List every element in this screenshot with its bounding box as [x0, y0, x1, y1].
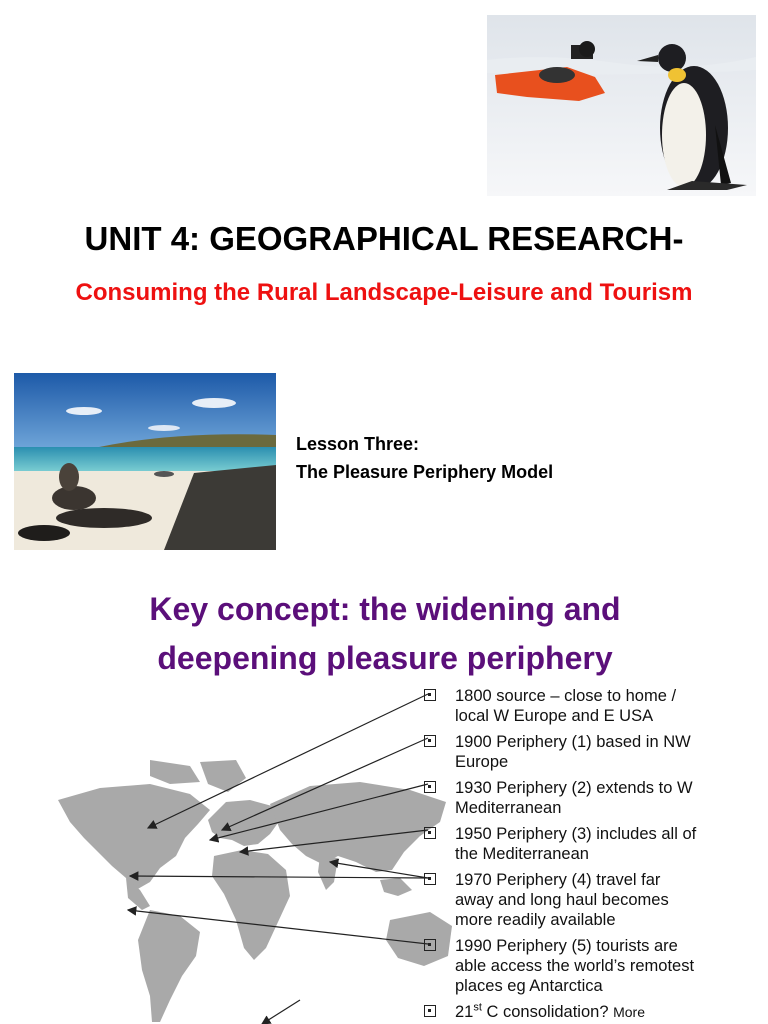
- bullet-box-icon: [424, 689, 436, 701]
- bullet-1970-line2: away and long haul becomes: [455, 891, 669, 909]
- arrow-1930: [210, 784, 428, 840]
- unit-subtitle: Consuming the Rural Landscape-Leisure and Tourism: [75, 279, 693, 306]
- seals-beach-photo: [14, 373, 276, 550]
- bullet-1950-line2: the Mediterranean: [455, 845, 589, 863]
- arrow-1970-b: [330, 862, 428, 878]
- bullet-box-icon: [424, 735, 436, 747]
- bullet-box-icon: [424, 827, 436, 839]
- bullet-1970-line3: more readily available: [455, 911, 616, 929]
- bullet-1950-line1: 1950 Periphery (3) includes all of: [455, 825, 697, 843]
- bullet-1970-line1: 1970 Periphery (4) travel far: [455, 871, 661, 889]
- arrow-1970-a: [130, 876, 428, 878]
- bullet-box-icon: [424, 939, 436, 951]
- lesson-text: [296, 430, 736, 486]
- bullet-1990-line1: 1990 Periphery (5) tourists are: [455, 937, 678, 955]
- key-concept-heading-line1: Key concept: the widening and: [149, 591, 621, 627]
- bullet-21st-line1: 21st C consolidation? More: [455, 1001, 645, 1021]
- bullet-1900-line1: 1900 Periphery (1) based in NW: [455, 733, 691, 751]
- bullet-box-icon: [424, 1005, 436, 1017]
- key-concept-heading: [60, 585, 710, 683]
- lesson-number: Lesson Three:: [296, 434, 420, 454]
- arrow-21st: [262, 1000, 300, 1024]
- lesson-topic: The Pleasure Periphery Model: [296, 462, 554, 482]
- bullet-1930-line2: Mediterranean: [455, 799, 562, 817]
- bullet-1930-line1: 1930 Periphery (2) extends to W: [455, 779, 693, 797]
- bullet-1990-line2: able access the world’s remotest: [455, 957, 695, 975]
- arrow-1800: [148, 694, 428, 828]
- bullet-box-icon: [424, 873, 436, 885]
- arrow-1950: [240, 830, 428, 852]
- bullet-1800-line2: local W Europe and E USA: [455, 707, 654, 725]
- penguin-photo: [487, 15, 756, 196]
- arrow-1990: [128, 910, 428, 944]
- bullet-1990-line3: places eg Antarctica: [455, 977, 603, 995]
- bullet-box-icon: [424, 781, 436, 793]
- unit-title: UNIT 4: GEOGRAPHICAL RESEARCH-: [84, 220, 684, 257]
- bullet-1800-line1: 1800 source – close to home /: [455, 687, 677, 705]
- key-concept-heading-line2: deepening pleasure periphery: [157, 640, 613, 676]
- arrow-1900: [222, 738, 428, 830]
- bullet-1900-line2: Europe: [455, 753, 509, 771]
